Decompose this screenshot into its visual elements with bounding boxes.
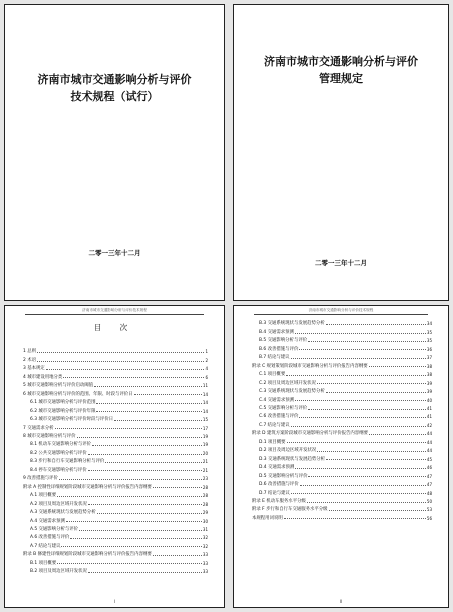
toc-entry [252, 352, 432, 360]
toc-leader-dots [326, 324, 426, 325]
toc-entry [23, 447, 208, 455]
toc-entry-label: D.6 改善措施与评价 [259, 482, 299, 488]
toc-leader-dots [88, 504, 202, 505]
toc-entry-label: A.2 项目及周边区域开发状况 [30, 501, 87, 507]
toc-entry [23, 405, 208, 413]
toc-leader-dots [46, 369, 205, 370]
toc-entry [252, 470, 432, 478]
toc-entry-label: B.1 项目概要 [30, 560, 57, 566]
cover-date: 二零一三年十二月 [88, 249, 141, 257]
page-number: I [113, 599, 116, 604]
toc-leader-dots [92, 445, 202, 446]
toc-leader-dots [70, 538, 202, 539]
toc-entry-label: C.1 项目概要 [259, 372, 286, 378]
toc-leader-dots [153, 555, 202, 556]
toc-leader-dots [317, 451, 426, 452]
toc-leader-dots [96, 403, 201, 404]
toc-entry-label: D.3 交通系统现状与发展趋势分析 [259, 456, 326, 462]
toc-entry-page: 56 [426, 515, 432, 521]
toc-entry-page: 35 [426, 329, 432, 335]
toc-entry-label: 1 总则 [23, 349, 36, 355]
toc-entry [252, 394, 432, 402]
toc-entry-label: 附录 B 修建性详细规划阶段城市交通影响分析与评价报告内容纲要 [23, 552, 152, 558]
toc-entry-page: 14 [202, 400, 208, 406]
toc-entry-label: 6 城市交通影响分析与评价的范围、年限、时段与评价日 [23, 391, 133, 397]
toc-leader-dots [97, 513, 202, 514]
toc-entry [252, 335, 432, 343]
toc-leader-dots [88, 470, 202, 471]
toc-entry-page: 19 [202, 433, 208, 439]
toc-leader-dots [134, 394, 202, 395]
toc-entry-page: 33 [202, 552, 208, 558]
toc-leader-dots [63, 377, 204, 378]
toc-entry [23, 388, 208, 396]
toc-entry-label: 6.3 城市交通影响分析与评价时段与评价日 [30, 417, 114, 423]
toc-leader-dots [308, 341, 426, 342]
toc-entry-page: 15 [202, 417, 208, 423]
toc-entry [23, 507, 208, 515]
toc-entry-page: 6 [205, 374, 208, 380]
toc-entry-label: C.2 项目及周边区域开发状况 [259, 380, 316, 386]
toc-entry [23, 414, 208, 422]
toc-entry-page: 44 [426, 439, 432, 445]
toc-entry [252, 428, 432, 436]
running-header: 济南市城市交通影响分析与评价技术规程 [254, 308, 428, 315]
toc-leader-dots [88, 454, 202, 455]
toc-list [23, 346, 208, 574]
toc-entry [23, 498, 208, 506]
toc-entry [252, 445, 432, 453]
toc-entry-label: 7 交通需求分析 [23, 425, 54, 431]
toc-leader-dots [329, 510, 426, 511]
toc-leader-dots [284, 518, 426, 519]
toc-leader-dots [295, 333, 426, 334]
toc-leader-dots [300, 485, 426, 486]
toc-entry-page: 50 [426, 498, 432, 504]
toc-entry [252, 411, 432, 419]
toc-entry-label: C.7 结论与建议 [259, 422, 290, 428]
toc-entry [23, 481, 208, 489]
toc-leader-dots [96, 411, 201, 412]
toc-entry [23, 557, 208, 565]
toc-entry [23, 422, 208, 430]
page-number: II [339, 599, 343, 604]
toc-leader-dots [299, 417, 426, 418]
toc-leader-dots [79, 530, 202, 531]
running-header: 济南市城市交通影响分析与评价技术规程 [25, 308, 204, 315]
toc-leader-dots [57, 496, 202, 497]
toc-entry [252, 369, 432, 377]
cover-page-management-rules [233, 4, 449, 301]
toc-entry-page: 17 [202, 425, 208, 431]
toc-entry-page: 35 [426, 338, 432, 344]
toc-entry-page: 2 [205, 357, 208, 363]
toc-leader-dots [61, 546, 201, 547]
toc-entry [252, 377, 432, 385]
toc-entry [252, 419, 432, 427]
toc-leader-dots [94, 386, 202, 387]
toc-entry-label: 8.4 停车交通影响分析与评价 [30, 467, 87, 473]
toc-entry-label: D.4 交通需求预测 [259, 465, 295, 471]
toc-entry-page: 53 [426, 507, 432, 513]
toc-entry-label: 8.2 公共交通影响分析与评价 [30, 450, 87, 456]
toc-entry-label: 附录 C 规划策划阶段城市交通影响分析与评价报告内容纲要 [252, 363, 368, 369]
toc-entry-label: 附录 E 机动车服务水平分级 [252, 498, 306, 504]
toc-entry [23, 456, 208, 464]
toc-entry-page: 30 [202, 518, 208, 524]
toc-entry [23, 431, 208, 439]
toc-entry-page: 28 [202, 493, 208, 499]
toc-leader-dots [59, 479, 202, 480]
cover-title-line1: 济南市城市交通影响分析与评价 [264, 55, 418, 68]
toc-leader-dots [326, 392, 426, 393]
toc-entry [23, 490, 208, 498]
cover-page-technical-code [4, 4, 225, 301]
toc-entry-page: 33 [202, 569, 208, 575]
toc-entry [23, 380, 208, 388]
toc-entry [252, 504, 432, 512]
toc-entry-page: 4 [205, 366, 208, 372]
toc-entry-label: 9 改善措施与评价 [23, 476, 58, 482]
toc-entry [252, 326, 432, 334]
toc-entry-label: A.4 交通需求预测 [30, 518, 65, 524]
toc-entry-label: 本规程用词说明 [252, 515, 283, 521]
toc-entry-page: 36 [426, 346, 432, 352]
toc-entry-page: 38 [426, 363, 432, 369]
toc-entry-page: 41 [426, 414, 432, 420]
toc-entry [252, 436, 432, 444]
toc-entry [23, 524, 208, 532]
toc-entry-page: 48 [426, 490, 432, 496]
toc-entry [252, 479, 432, 487]
toc-entry-label: A.1 项目概要 [30, 493, 57, 499]
toc-entry [23, 540, 208, 548]
toc-entry-label: D.5 交通影响分析与评价 [259, 473, 308, 479]
toc-entry [23, 566, 208, 574]
toc-list [252, 318, 432, 521]
toc-leader-dots [114, 420, 202, 421]
toc-leader-dots [55, 428, 202, 429]
cover-title-line2: 技术规程（试行） [70, 90, 159, 103]
toc-entry-page: 44 [426, 431, 432, 437]
toc-entry-page: 46 [426, 465, 432, 471]
toc-leader-dots [105, 462, 202, 463]
toc-entry-page: 21 [202, 467, 208, 473]
toc-entry-label: B.6 改善措施与评价 [259, 346, 299, 352]
toc-entry-label: 6.2 城市交通影响分析与评价年限 [30, 408, 96, 414]
toc-leader-dots [295, 468, 426, 469]
toc-entry-page: 39 [426, 389, 432, 395]
toc-entry [23, 346, 208, 354]
toc-entry-page: 28 [202, 484, 208, 490]
toc-entry-page: 40 [426, 397, 432, 403]
toc-leader-dots [291, 493, 426, 494]
toc-leader-dots [37, 352, 204, 353]
toc-leader-dots [317, 383, 426, 384]
toc-leader-dots [307, 502, 426, 503]
toc-entry-label: 5 城市交通影响分析与评价启动阈值 [23, 383, 94, 389]
toc-entry [252, 403, 432, 411]
toc-leader-dots [153, 487, 202, 488]
toc-entry [23, 549, 208, 557]
toc-heading: 目 次 [93, 323, 136, 332]
toc-leader-dots [88, 572, 202, 573]
toc-entry-label: D.7 结论与建议 [259, 490, 290, 496]
toc-leader-dots [369, 366, 426, 367]
toc-entry-page: 41 [426, 405, 432, 411]
toc-entry-label: B.7 结论与建议 [259, 355, 290, 361]
toc-entry [23, 439, 208, 447]
toc-leader-dots [308, 409, 426, 410]
toc-leader-dots [286, 375, 426, 376]
toc-entry-page: 47 [426, 473, 432, 479]
toc-entry-label: A.5 交通影响分析与评价 [30, 526, 79, 532]
toc-entry-label: 2 术语 [23, 357, 36, 363]
toc-entry [252, 496, 432, 504]
toc-entry-page: 42 [426, 422, 432, 428]
toc-entry-page: 29 [202, 510, 208, 516]
cover-title-line1: 济南市城市交通影响分析与评价 [37, 73, 192, 86]
toc-entry-label: D.1 项目概要 [259, 439, 286, 445]
toc-entry [23, 397, 208, 405]
toc-entry-page: 1 [205, 349, 208, 355]
toc-leader-dots [299, 349, 426, 350]
toc-entry [252, 453, 432, 461]
toc-entry [23, 515, 208, 523]
toc-entry [23, 363, 208, 371]
toc-entry-page: 14 [202, 391, 208, 397]
toc-entry-label: B.4 交通需求预测 [259, 329, 294, 335]
toc-leader-dots [66, 521, 202, 522]
toc-entry-label: 附录 F 步行和自行车交通服务水平分级 [252, 507, 328, 513]
toc-leader-dots [308, 476, 425, 477]
toc-entry [23, 354, 208, 362]
toc-leader-dots [295, 400, 426, 401]
toc-leader-dots [369, 434, 426, 435]
toc-entry-label: C.5 交通影响分析与评价 [259, 405, 308, 411]
toc-entry-label: C.4 交通需求预测 [259, 397, 294, 403]
toc-entry-label: 8 城市交通影响分析与评价 [23, 433, 76, 439]
toc-entry-page: 39 [426, 380, 432, 386]
toc-entry-page: 31 [202, 526, 208, 532]
toc-entry-page: 32 [202, 535, 208, 541]
toc-entry [23, 464, 208, 472]
toc-leader-dots [291, 426, 426, 427]
toc-entry-label: 附录 A 控制性详细规划阶段城市交通影响分析与评价报告内容纲要 [23, 484, 152, 490]
toc-entry [252, 462, 432, 470]
toc-leader-dots [57, 563, 202, 564]
toc-entry-label: 4 城市建设用地分类 [23, 374, 63, 380]
toc-entry-page: 21 [202, 459, 208, 465]
toc-entry-page: 34 [426, 321, 432, 327]
toc-page-1 [4, 305, 225, 608]
toc-entry-page: 38 [426, 372, 432, 378]
toc-leader-dots [77, 437, 202, 438]
toc-entry-page: 11 [202, 383, 208, 389]
toc-entry-page: 33 [202, 560, 208, 566]
toc-entry-label: A.6 改善措施与评价 [30, 535, 70, 541]
toc-entry [252, 386, 432, 394]
toc-entry [23, 473, 208, 481]
toc-entry-page: 19 [202, 442, 208, 448]
toc-entry [252, 343, 432, 351]
toc-entry-page: 37 [426, 355, 432, 361]
toc-entry-label: C.3 交通系统现状与发展趋势分析 [259, 389, 325, 395]
cover-title-line2: 管理规定 [319, 72, 363, 85]
toc-entry-label: D.2 项目及周边区域开发状况 [259, 448, 317, 454]
toc-entry-label: A.3 交通系统现状与发展趋势分析 [30, 510, 96, 516]
toc-entry-label: 6.1 城市交通影响分析与评价范围 [30, 400, 96, 406]
toc-entry-page: 47 [426, 482, 432, 488]
toc-entry-label: B.3 交通系统现状与发展趋势分析 [259, 321, 325, 327]
toc-entry-label: A.7 结论与建议 [30, 543, 61, 549]
toc-entry-page: 44 [426, 448, 432, 454]
toc-leader-dots [326, 459, 426, 460]
toc-entry [252, 512, 432, 520]
toc-entry-page: 32 [202, 543, 208, 549]
toc-leader-dots [287, 442, 426, 443]
cover-date: 二零一三年十二月 [315, 259, 367, 267]
toc-entry [252, 318, 432, 326]
toc-entry-label: 3 基本规定 [23, 366, 45, 372]
toc-entry-page: 45 [426, 456, 432, 462]
toc-leader-dots [37, 361, 204, 362]
toc-entry-label: 8.3 步行和自行车交通影响分析与评价 [30, 459, 105, 465]
toc-entry-page: 28 [202, 501, 208, 507]
toc-entry [252, 487, 432, 495]
toc-entry [23, 532, 208, 540]
toc-entry-page: 14 [202, 408, 208, 414]
toc-entry [23, 371, 208, 379]
toc-entry-label: C.6 改善措施与评价 [259, 414, 299, 420]
toc-entry-label: 8.1 机动车交通影响分析与评价 [30, 442, 92, 448]
toc-entry-label: B.2 项目及周边区域开发状况 [30, 569, 87, 575]
toc-entry-label: 附录 D 建筑方案阶段城市交通影响分析与评价报告内容纲要 [252, 431, 368, 437]
toc-page-2 [233, 305, 449, 608]
toc-entry [252, 360, 432, 368]
toc-entry-page: 23 [202, 476, 208, 482]
toc-entry-label: B.5 交通影响分析与评价 [259, 338, 308, 344]
toc-entry-page: 20 [202, 450, 208, 456]
toc-leader-dots [291, 358, 426, 359]
